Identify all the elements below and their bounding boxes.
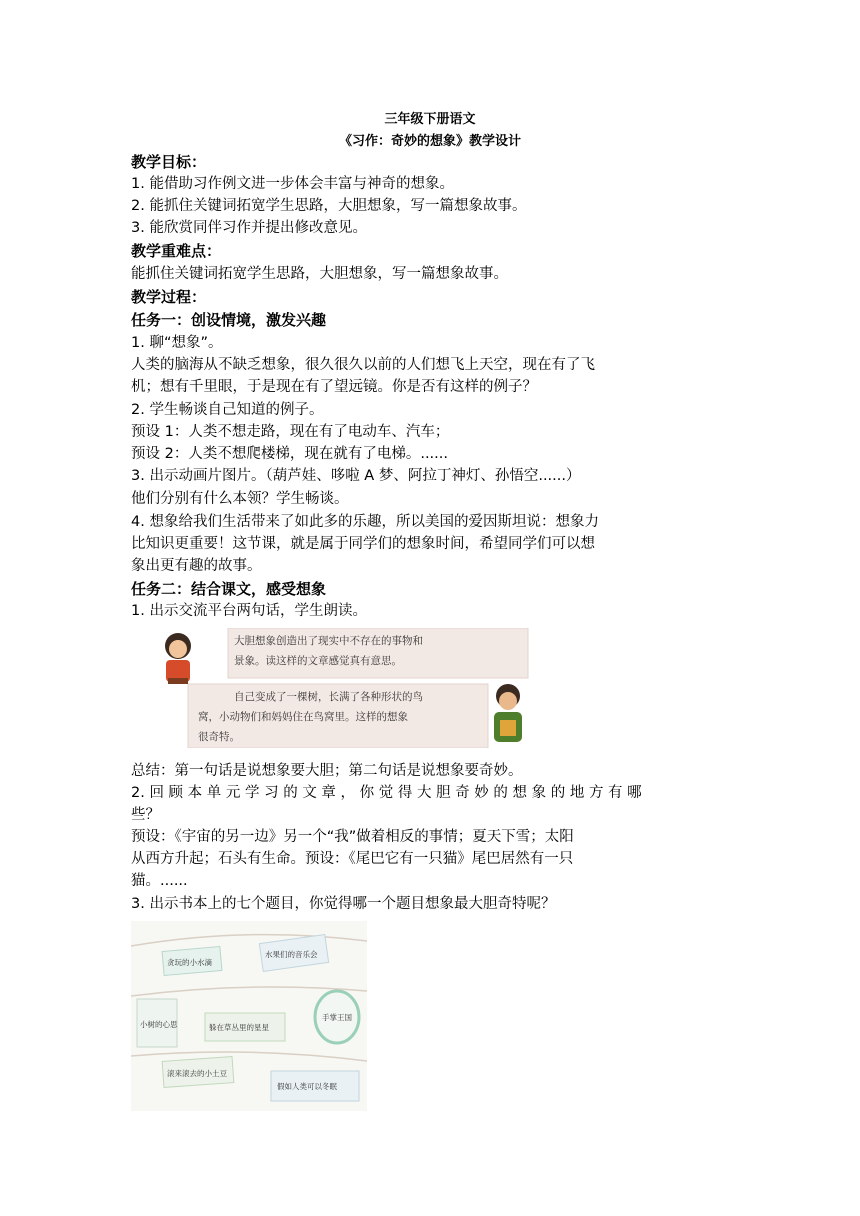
process-heading: 教学过程： xyxy=(131,288,207,306)
task1-item4-c: 象出更有趣的故事。 xyxy=(131,558,262,574)
task2-summary: 总结：第一句话是说想象要大胆；第二句话是说想象要奇妙。 xyxy=(131,763,523,779)
task2-item2-b: 些？ xyxy=(131,807,160,823)
task1-item2: 2. 学生畅谈自己知道的例子。 xyxy=(131,402,324,418)
goal-1: 1. 能借助习作例文进一步体会丰富与神奇的想象。 xyxy=(131,176,454,192)
topic-card-5 xyxy=(315,991,359,1043)
task2-item2-a: 2. 回 顾 本 单 元 学 习 的 文 章 ， 你 觉 得 大 胆 奇 妙 的 想 象 的 地 方 有 哪 xyxy=(131,785,642,801)
task1-heading: 任务一：创设情境，激发兴趣 xyxy=(131,311,327,329)
task1-text-a: 人类的脑海从不缺乏想象，很久很久以前的人们想飞上天空，现在有了飞 xyxy=(131,357,595,373)
topic-card-4 xyxy=(205,1013,285,1041)
task2-heading: 任务二：结合课文，感受想象 xyxy=(131,580,327,598)
bubble2-line1: 自己变成了一棵树，长满了各种形状的鸟 xyxy=(234,691,423,703)
topic-cards-figure xyxy=(131,921,367,1111)
topic-card-6 xyxy=(162,1057,234,1088)
task2-preset-c: 猫。...... xyxy=(131,873,188,889)
task1-item3-b: 他们分别有什么本领？学生畅谈。 xyxy=(131,491,349,507)
boy-illustration-icon xyxy=(494,684,522,742)
svg-text:假如人类可以冬眠: 假如人类可以冬眠 xyxy=(277,1082,337,1091)
goals-heading: 教学目标： xyxy=(131,153,207,171)
task1-item4-a: 4. 想象给我们生活带来了如此多的乐趣，所以美国的爱因斯坦说：想象力 xyxy=(131,514,599,530)
lesson-title: 《习作：奇妙的想象》教学设计 xyxy=(338,134,521,149)
task1-item3: 3. 出示动画片图片。（葫芦娃、哆啦 A 梦、阿拉丁神灯、孙悟空......） xyxy=(131,468,581,484)
key-text: 能抓住关键词拓宽学生思路，大胆想象，写一篇想象故事。 xyxy=(131,266,508,282)
goal-2: 2. 能抓住关键词拓宽学生思路，大胆想象，写一篇想象故事。 xyxy=(131,198,527,214)
task1-item4-b: 比知识更重要！这节课，就是属于同学们的想象时间，希望同学们可以想 xyxy=(131,536,595,552)
svg-text:贪玩的小水滴: 贪玩的小水滴 xyxy=(167,958,212,967)
bubble1-line1: 大胆想象创造出了现实中不存在的事物和 xyxy=(234,635,423,647)
task2-item3: 3. 出示书本上的七个题目，你觉得哪一个题目想象最大胆奇特呢？ xyxy=(131,896,556,912)
svg-text:小树的心思: 小树的心思 xyxy=(140,1020,178,1029)
grade-title: 三年级下册语文 xyxy=(384,112,476,127)
svg-text:手掌王国: 手掌王国 xyxy=(322,1013,352,1022)
bubble2-line2: 窝，小动物们和妈妈住在鸟窝里。这样的想象 xyxy=(198,711,408,723)
task2-item1: 1. 出示交流平台两句话，学生朗读。 xyxy=(131,603,367,619)
key-heading: 教学重难点： xyxy=(131,242,222,260)
task1-preset2: 预设 2：人类不想爬楼梯，现在就有了电梯。...... xyxy=(131,446,448,462)
svg-text:躲在草丛里的星星: 躲在草丛里的星星 xyxy=(209,1023,269,1032)
task1-item1: 1. 聊“想象”。 xyxy=(131,335,223,351)
svg-text:水果们的音乐会: 水果们的音乐会 xyxy=(265,950,318,959)
topic-card-1 xyxy=(162,947,222,976)
topic-card-3 xyxy=(137,999,178,1047)
bubble2-line3: 很奇特。 xyxy=(198,731,240,743)
task2-preset-b: 从西方升起；石头有生命。预设：《尾巴它有一只猫》尾巴居然有一只 xyxy=(131,851,574,867)
bubble1-line2: 景象。读这样的文章感觉真有意思。 xyxy=(234,655,402,667)
topic-card-7 xyxy=(271,1071,359,1101)
girl-illustration-icon xyxy=(165,633,191,684)
goal-3: 3. 能欣赏同伴习作并提出修改意见。 xyxy=(131,220,367,236)
task2-preset-a: 预设：《宇宙的另一边》另一个“我”做着相反的事情；夏天下雪；太阳 xyxy=(131,829,574,845)
exchange-platform-figure xyxy=(148,628,534,748)
task1-text-b: 机；想有千里眼，于是现在有了望远镜。你是否有这样的例子？ xyxy=(131,379,537,395)
svg-text:滚来滚去的小土豆: 滚来滚去的小土豆 xyxy=(167,1069,227,1078)
task1-preset1: 预设 1：人类不想走路，现在有了电动车、汽车； xyxy=(131,424,450,440)
